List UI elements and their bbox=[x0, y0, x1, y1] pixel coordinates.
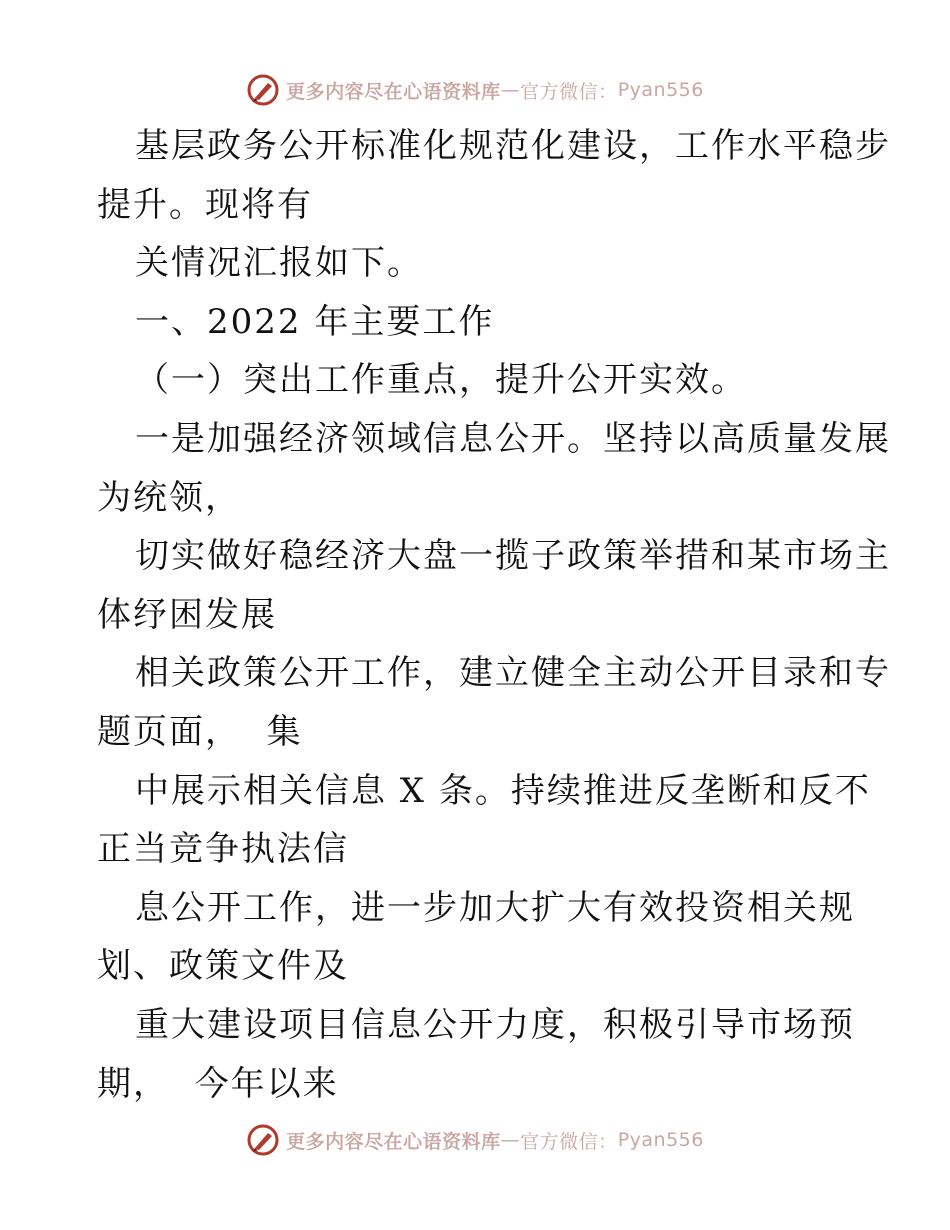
banner-wechat-label: 官方微信： bbox=[520, 80, 618, 103]
pen-logo-icon bbox=[246, 1123, 280, 1157]
document-body bbox=[97, 117, 891, 1113]
text-line: 相关政策公开工作，建立健全主动公开目录和专 bbox=[135, 653, 891, 694]
banner-wechat-label: 官方微信： bbox=[520, 1130, 618, 1153]
banner-wechat-id: Pyan556 bbox=[617, 79, 704, 101]
pen-logo-icon bbox=[246, 73, 280, 107]
text-line: 基层政务公开标准化规范化建设，工作水平稳步 bbox=[135, 126, 891, 166]
text-line: 重大建设项目信息公开力度，积极引导市场预 bbox=[135, 1004, 855, 1045]
text-line: 中展示相关信息 X 条。持续推进反垄断和反不 bbox=[135, 770, 871, 811]
header-watermark-banner bbox=[0, 70, 950, 110]
banner-separator: — bbox=[500, 1129, 521, 1151]
text-line: 体纾困发展 bbox=[97, 594, 277, 635]
text-line: 划、政策文件及 bbox=[97, 946, 349, 987]
banner-separator: — bbox=[500, 79, 521, 101]
banner-brand-text: 更多内容尽在心语资料库 bbox=[286, 80, 501, 103]
banner-wechat-id: Pyan556 bbox=[617, 1129, 704, 1151]
text-line: 期， 今年以来 bbox=[97, 1063, 339, 1104]
text-line: 题页面， 集 bbox=[97, 711, 303, 752]
text-line: 息公开工作，进一步加大扩大有效投资相关规 bbox=[135, 887, 855, 928]
section-heading: 一、2022 年主要工作 bbox=[135, 301, 495, 342]
text-line: 切实做好稳经济大盘一揽子政策举措和某市场主 bbox=[135, 536, 891, 577]
banner-brand-text: 更多内容尽在心语资料库 bbox=[286, 1130, 501, 1153]
footer-watermark-banner bbox=[0, 1120, 950, 1160]
text-line: 为统领， bbox=[97, 477, 241, 518]
text-line: 一是加强经济领域信息公开。坚持以高质量发展 bbox=[135, 418, 891, 459]
text-line: 正当竞争执法信 bbox=[97, 829, 349, 870]
text-line: 关情况汇报如下。 bbox=[135, 243, 423, 284]
subsection-heading: （一）突出工作重点，提升公开实效。 bbox=[135, 360, 747, 401]
text-line: 提升。现将有 bbox=[97, 184, 313, 225]
